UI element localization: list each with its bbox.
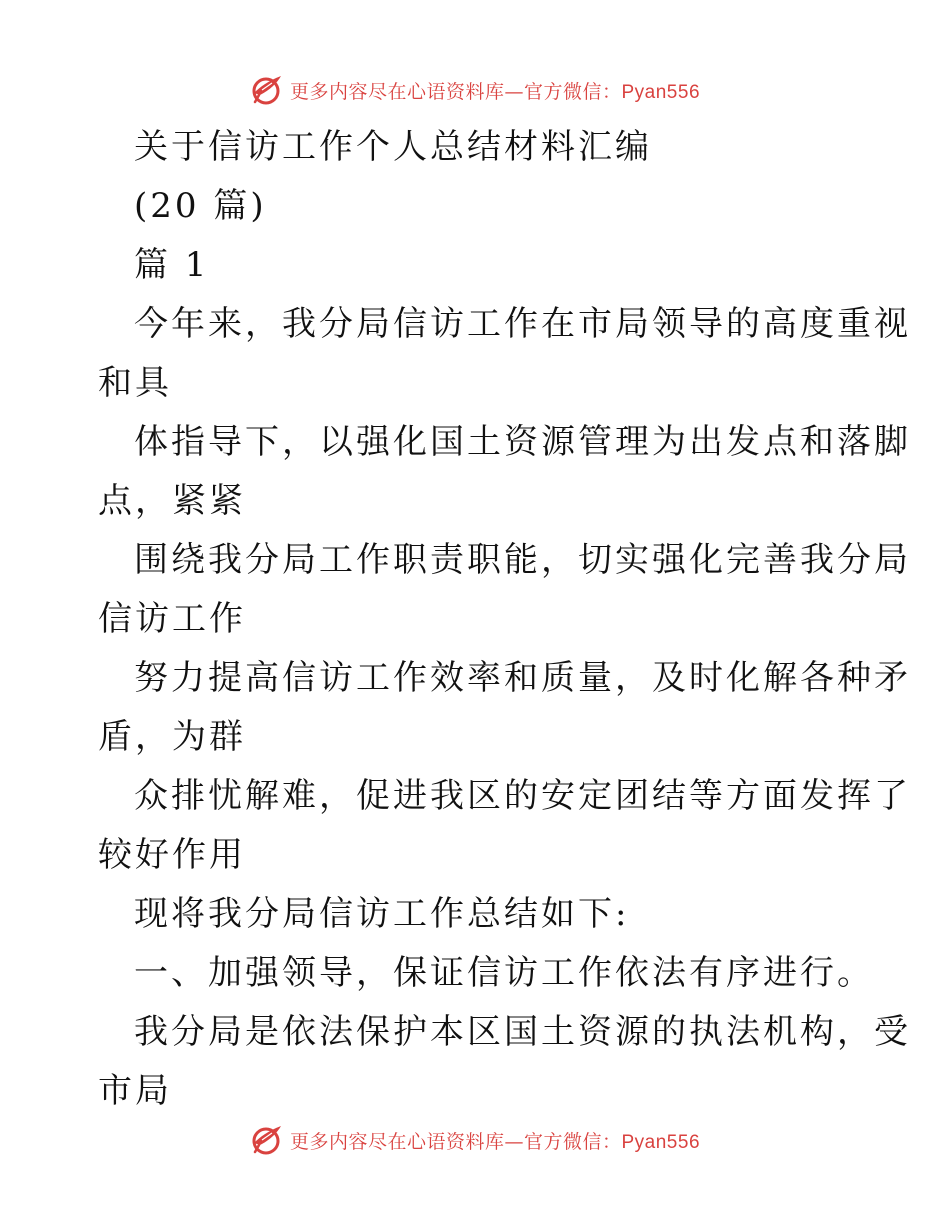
- footer-banner: [0, 1120, 950, 1160]
- paragraph-line: 体指导下，以强化国土资源管理为出发点和落脚: [134, 422, 911, 462]
- banner-wechat-label: 官方微信：: [523, 80, 622, 103]
- banner-wechat-label: 官方微信：: [523, 1130, 622, 1153]
- paragraph-line: 努力提高信访工作效率和质量，及时化解各种矛: [134, 658, 911, 698]
- banner-wechat-id: Pyan556: [621, 81, 701, 103]
- section-heading: 篇 1: [134, 245, 210, 285]
- paragraph-line: 围绕我分局工作职责职能，切实强化完善我分局: [134, 540, 911, 580]
- document-subtitle: (20 篇): [134, 186, 267, 226]
- quill-pen-logo-icon: [250, 1123, 284, 1157]
- paragraph-line: 点，紧紧: [98, 481, 246, 521]
- paragraph-line: 现将我分局信访工作总结如下:: [134, 894, 630, 934]
- banner-dash: —: [504, 1130, 524, 1153]
- header-banner: [0, 70, 950, 110]
- banner-dash: —: [504, 80, 524, 103]
- paragraph-line: 和具: [98, 363, 172, 403]
- paragraph-line: 较好作用: [98, 835, 246, 875]
- document-title: 关于信访工作个人总结材料汇编: [134, 127, 652, 167]
- body-text: [98, 295, 911, 1121]
- document-body: [98, 118, 911, 1121]
- paragraph-line: 盾，为群: [98, 717, 246, 757]
- quill-pen-logo-icon: [250, 73, 284, 107]
- banner-site-text: 更多内容尽在心语资料库: [289, 1130, 505, 1153]
- paragraph-line: 众排忧解难，促进我区的安定团结等方面发挥了: [134, 776, 911, 816]
- banner-text: [290, 1127, 700, 1154]
- paragraph-line: 我分局是依法保护本区国土资源的执法机构，受: [134, 1012, 911, 1052]
- paragraph-line: 一、加强领导，保证信访工作依法有序进行。: [134, 953, 874, 993]
- banner-site-text: 更多内容尽在心语资料库: [289, 80, 505, 103]
- paragraph-line: 市局: [98, 1071, 172, 1111]
- banner-text: [290, 77, 700, 104]
- paragraph-line: 今年来，我分局信访工作在市局领导的高度重视: [134, 304, 911, 344]
- banner-wechat-id: Pyan556: [621, 1131, 701, 1153]
- paragraph-line: 信访工作: [98, 599, 246, 639]
